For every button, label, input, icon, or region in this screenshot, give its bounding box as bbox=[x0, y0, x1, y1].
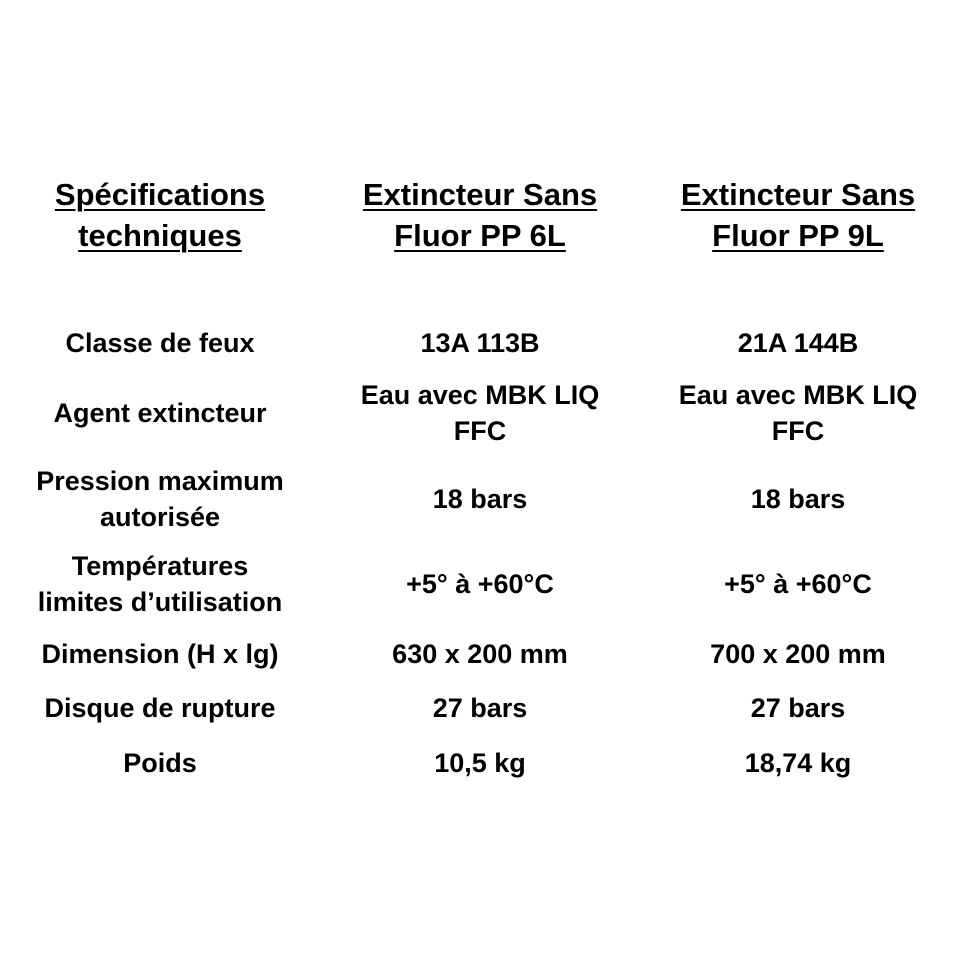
header-product-6l bbox=[330, 174, 630, 256]
value-line: 21A 144B bbox=[737, 328, 859, 358]
value-line: FFC bbox=[453, 416, 507, 446]
label-line: Poids bbox=[123, 748, 197, 778]
value-line: Eau avec MBK LIQ bbox=[360, 380, 600, 410]
value-line: 10,5 kg bbox=[434, 748, 526, 778]
label-line: Classe de feux bbox=[65, 328, 255, 358]
value-6l-fire-class bbox=[330, 325, 630, 361]
value-9l-dimension bbox=[648, 636, 948, 672]
value-6l-dimension bbox=[330, 636, 630, 672]
value-line: 700 x 200 mm bbox=[710, 639, 886, 669]
value-9l-temperature-limits bbox=[648, 566, 948, 602]
label-line: Pression maximum bbox=[36, 466, 284, 496]
header-specifications bbox=[10, 174, 310, 256]
row-label-max-pressure bbox=[10, 463, 310, 535]
value-line: FFC bbox=[771, 416, 825, 446]
label-line: limites d’utilisation bbox=[37, 587, 283, 617]
row-label-dimension bbox=[10, 636, 310, 672]
header-product-9l bbox=[648, 174, 948, 256]
label-line: autorisée bbox=[99, 502, 221, 532]
value-9l-extinguishing-agent bbox=[648, 377, 948, 449]
label-line: Températures bbox=[71, 551, 249, 581]
value-6l-burst-disc bbox=[330, 690, 630, 726]
row-label-fire-class bbox=[10, 325, 310, 361]
value-line: 18,74 kg bbox=[744, 748, 852, 778]
header-line: Fluor PP 9L bbox=[712, 218, 884, 253]
value-line: 18 bars bbox=[750, 484, 846, 514]
value-6l-temperature-limits bbox=[330, 566, 630, 602]
value-6l-weight bbox=[330, 745, 630, 781]
label-line: Dimension (H x lg) bbox=[41, 639, 279, 669]
value-line: Eau avec MBK LIQ bbox=[678, 380, 918, 410]
header-line: Extincteur Sans bbox=[680, 177, 916, 212]
row-label-burst-disc bbox=[10, 690, 310, 726]
header-line: Extincteur Sans bbox=[362, 177, 598, 212]
value-line: 13A 113B bbox=[420, 328, 540, 358]
value-line: 18 bars bbox=[432, 484, 528, 514]
value-line: 27 bars bbox=[432, 693, 528, 723]
header-line: Spécifications bbox=[54, 177, 266, 212]
value-line: 27 bars bbox=[750, 693, 846, 723]
value-9l-fire-class bbox=[648, 325, 948, 361]
value-line: 630 x 200 mm bbox=[392, 639, 568, 669]
header-line: Fluor PP 6L bbox=[394, 218, 566, 253]
value-line: +5° à +60°C bbox=[724, 569, 872, 599]
value-line: +5° à +60°C bbox=[406, 569, 554, 599]
header-line: techniques bbox=[78, 218, 242, 253]
value-9l-weight bbox=[648, 745, 948, 781]
row-label-temperature-limits bbox=[10, 548, 310, 620]
value-9l-max-pressure bbox=[648, 481, 948, 517]
row-label-extinguishing-agent bbox=[10, 395, 310, 431]
label-line: Agent extincteur bbox=[53, 398, 267, 428]
value-9l-burst-disc bbox=[648, 690, 948, 726]
label-line: Disque de rupture bbox=[44, 693, 276, 723]
value-6l-extinguishing-agent bbox=[330, 377, 630, 449]
value-6l-max-pressure bbox=[330, 481, 630, 517]
row-label-weight bbox=[10, 745, 310, 781]
